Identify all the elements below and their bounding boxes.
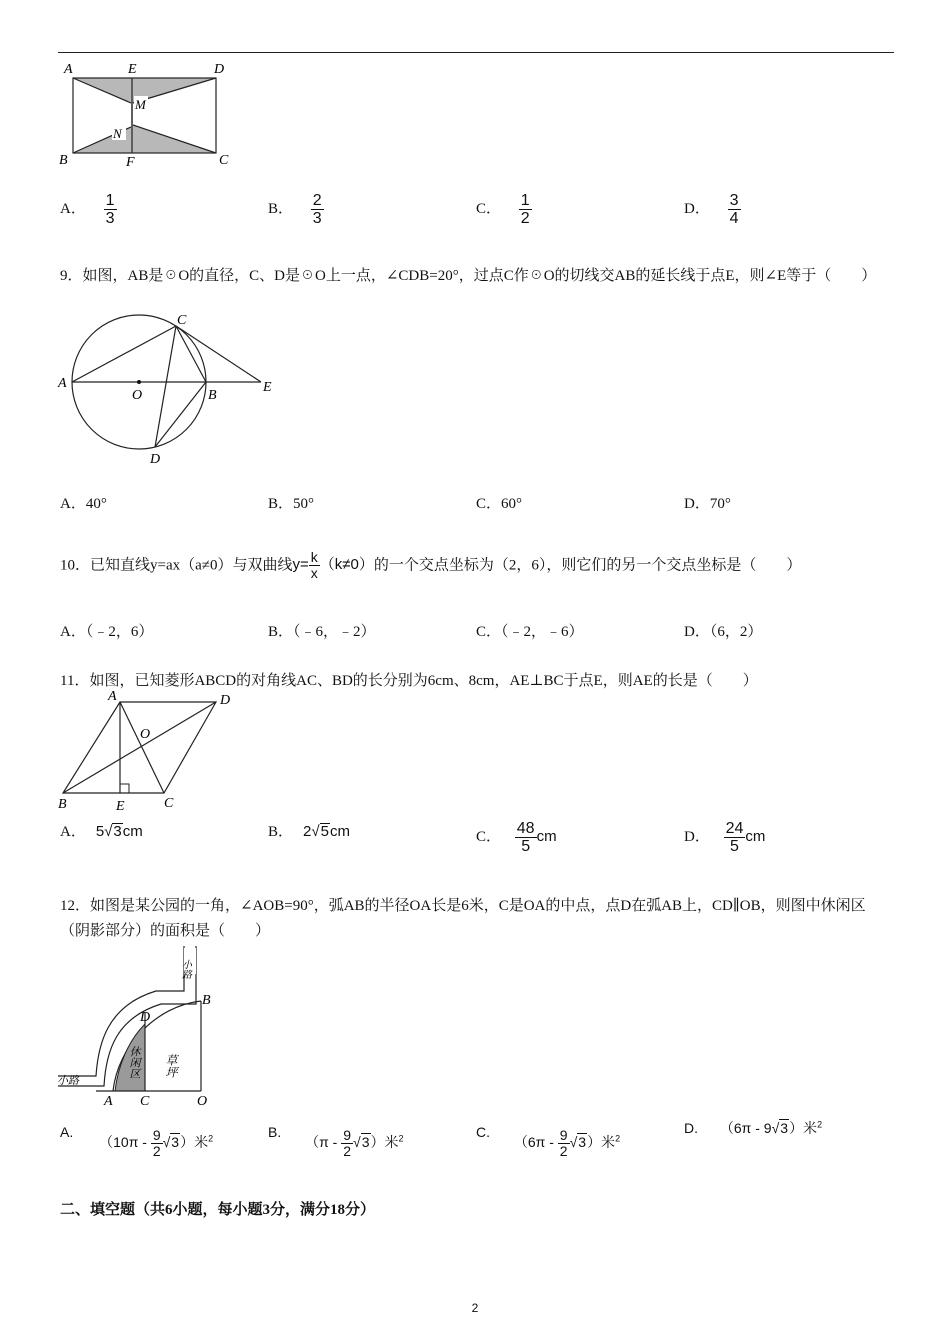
q11-option-a[interactable]: A． 5√3cm [60, 823, 143, 840]
q12-label-road-top: 小路 [179, 959, 191, 979]
section-title: 二、填空题（共6小题，每小题3分，满分18分） [60, 1202, 376, 1218]
q9-label-e: E [263, 380, 272, 395]
q8-label-a: A [64, 62, 73, 77]
q8-label-f: F [126, 155, 135, 170]
q11-figure [56, 690, 246, 816]
q12-label-d: D [140, 1010, 151, 1025]
q12-question-text: 12．如图是某公园的一角，∠AOB=90°，弧AB的半径OA长是6米，C是OA的中点，点D在弧AB上，CD∥OB，则图中休闲区（阴影部分）的面积是（ ） [60, 898, 866, 939]
q8-figure [56, 58, 236, 170]
q11-label-c: C [164, 796, 174, 811]
q9-label-o: O [132, 388, 143, 403]
q12-option-b[interactable]: B. （π - $\frac{9}{2}$ √3）米$^2$ [268, 1124, 404, 1159]
q9-figure [56, 308, 286, 468]
q11-option-b[interactable]: B． 2√5cm [268, 823, 350, 840]
q8-option-d[interactable]: D． $\frac{3}{4}$ [684, 192, 739, 227]
q9-option-d[interactable]: D．70° [684, 496, 731, 512]
q12-label-leisure: 休闲区 [128, 1046, 140, 1079]
q9-option-b[interactable]: B．50° [268, 496, 315, 512]
q11-option-c[interactable]: C． $\frac{48}{5}$ cm [476, 820, 557, 855]
q11-label-o: O [140, 727, 151, 742]
q10-option-b[interactable]: B．（﹣6，﹣2） [268, 624, 376, 640]
q11-option-d[interactable]: D． $\frac{24}{5}$ cm [684, 820, 766, 855]
q9-option-a[interactable]: A．40° [60, 496, 107, 512]
top-rule [58, 52, 894, 53]
q8-label-e: E [128, 62, 137, 77]
q12-label-o: O [197, 1094, 208, 1108]
q12-figure [56, 946, 226, 1108]
q8-option-a[interactable]: A． $\frac{1}{3}$ [60, 192, 115, 227]
q12-option-c[interactable]: C. （6π - $\frac{9}{2}$ √3）米$^2$ [476, 1124, 621, 1159]
q8-label-n: N [113, 126, 122, 141]
q8-option-b[interactable]: B． $\frac{2}{3}$ [268, 192, 322, 227]
q10-formula: y= $\frac{k}{x}$ （k≠0） [292, 549, 374, 581]
q8-option-c[interactable]: C． $\frac{1}{2}$ [476, 192, 530, 227]
q9-label-a: A [58, 376, 67, 391]
q8-shaded-region [73, 78, 216, 153]
q12-label-c: C [140, 1094, 150, 1108]
q11-label-d: D [220, 693, 231, 708]
q10-option-c[interactable]: C．（﹣2，﹣6） [476, 624, 584, 640]
q8-label-d: D [214, 62, 225, 77]
q12-label-b: B [202, 993, 211, 1008]
q9-option-c[interactable]: C．60° [476, 496, 523, 512]
q12-label-a: A [104, 1094, 113, 1108]
q9-label-c: C [177, 313, 187, 328]
q11-label-b: B [58, 797, 67, 812]
q8-label-m: M [135, 97, 146, 112]
q12-option-a[interactable]: A. （10π - $\frac{9}{2}$ √3）米$^2$ [60, 1124, 214, 1159]
q8-label-b: B [59, 153, 68, 168]
q8-label-c: C [219, 153, 229, 168]
q10-option-a[interactable]: A．（﹣2，6） [60, 624, 154, 640]
q9-label-b: B [208, 388, 217, 403]
q11-question-text: 11．如图，已知菱形ABCD的对角线AC、BD的长分别为6cm、8cm，AE⊥BC于点E，则AE的长是（ ） [60, 673, 758, 689]
q12-label-road-left: 小路 [57, 1075, 79, 1087]
q12-option-d[interactable]: D. （6π - 9√3）米$^2$ [684, 1119, 823, 1136]
q9-label-d: D [150, 452, 161, 467]
q11-label-e: E [116, 799, 125, 814]
q10-option-d[interactable]: D．（6，2） [684, 624, 763, 640]
q11-label-a: A [108, 690, 117, 704]
q10-question-text: 10．已知直线y=ax（a≠0）与双曲线y= $\frac{k}{x}$ （k≠0）的一个交点坐标为（2，6），则它们的另一个交点坐标是（ ） [60, 549, 802, 581]
q9-question-text: 9．如图，AB是☉O的直径，C、D是☉O上一点，∠CDB=20°，过点C作☉O的切线交AB的延长线于点E，则∠E等于（ ） [60, 268, 877, 284]
q12-label-lawn: 草坪 [164, 1054, 178, 1078]
page-number: 2 [471, 1301, 479, 1315]
